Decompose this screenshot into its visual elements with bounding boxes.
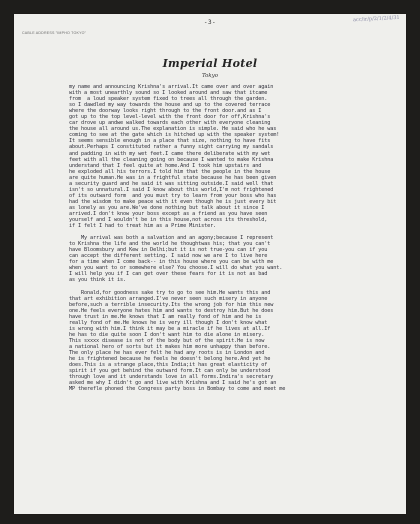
hotel-letterhead-city: Tokyo [202,73,218,79]
text-line: asked me why I didn't go and live with Krishna and I said he's got an [69,380,277,387]
text-line: he is frightened because he feels he doesn't belong here.And yet he [69,356,271,363]
text-line: understand that I feel quite at home.And I took him upstairs and [69,162,262,169]
text-line: he exploded all his terrors.I told him that the people in the house [69,168,271,175]
text-line: can accept the different setting. I said now we are I to live here [69,253,268,260]
text-line: from a loud speaker system fixed to trees all through the garden. [69,96,268,103]
handwritten-reference: acc/ir/p/2/1/2/4/31 [353,14,401,24]
text-line: have Bloomsbury and Kew in Delhi;but it is not true-you can if you [69,247,268,254]
letter-paragraph [69,84,406,229]
text-line: as you think it is. [69,277,127,284]
text-line: that art exhibition arranged.I've never seen such misery in anyone [69,295,268,302]
text-line: with a most unearthly sound so I looked around and saw that itcame [69,90,268,97]
page-number: -3- [203,19,217,26]
text-line: of its outward form and you must try to learn from your boss who has [69,192,277,199]
text-line: arrived.I don't know your boss except as a friend as you have seen [69,210,268,217]
text-line: does.This is a strange place,this India;it has great elasticity of [69,362,268,369]
text-line: It seems sensible enough in a place that size, nothing to have fits [69,138,271,145]
text-line: before,such a terrible insecurity.Its the wrong job for him this new [69,301,274,308]
text-line: got up to the top level-level with the front door for off,Krishna's [69,114,271,121]
text-line: isn't so unnatural.I said I know about this world,I'm not frightened [69,186,274,193]
letter-paragraph [69,235,406,283]
text-line: if I felt I had to treat him as a Prime Minister. [69,223,217,230]
text-line: have trust in me.He knows that I am really fond of him and he is [69,313,262,320]
letter-paragraph [69,290,406,393]
text-line: for a time when I come back-- in this house where you can be with me [69,259,274,266]
text-line: a national hero of sorts but it makes him more unhappy than before. [69,343,271,350]
text-line: feet with all the cleaning going on because I wanted to make Krishna [69,156,274,163]
text-line: through love and it understands love in all forms.Indira's secretary [69,374,274,381]
text-line: car drove up andwe walked towards each other with everyone cleaning [69,120,271,127]
text-line: This sxxxx disease is not of the body but of the spirit.He is now [69,337,265,344]
text-line: really fond of me.He knows he is very ill though I don't know what [69,319,268,326]
text-line: as lonely as you are.We've done nothing but talk about it since I [69,204,265,211]
text-line: the house all around us.The explanation is simple. He said who he was [69,126,277,133]
letter-page [14,14,406,514]
text-line: a security guard and he said it was sitting outside.I said well that [69,180,274,187]
text-line: MP therefle phoned the Congress party boss in Bombay to come and meet me [69,386,286,393]
text-line: had the wisdom to make peace with it even though he is just every bit [69,198,277,205]
text-line: are quite human.He was in a frightful state because he has been given [69,174,277,181]
text-line: where the doorway looks right through to the front door.and as I [69,108,262,115]
text-line: I will help you if I can get over these fears for it is not as bad [69,271,268,278]
text-line: coming to see at the gate which is hitched up with the speaker system! [69,132,280,139]
text-line: Ronald,for goodness sake try to go to see him.He wants this and [69,289,271,296]
text-line: to Krishna the life and the world he thoughtwas his; that you can't [69,241,271,248]
hotel-letterhead-name: Imperial Hotel [162,57,258,70]
text-line: My arrival was both a salvation and an agony;because I represent [69,235,274,242]
text-line: my name and announcing Krishna's arrival.It came over and over again [69,84,274,90]
text-line: one.He feels everyone hates him and wants to destroy him.But he does [69,307,274,314]
text-line: spirit if you get behind the outward form.It can only be understood [69,368,271,375]
text-line: when you want to or somewhere else? You choose.I will do what you want. [69,265,283,272]
text-line: so I dawdled my way towards the house and up to the covered terrace [69,102,271,109]
cable-address: CABLE ADDRESS "IMPHO TOKYO" [22,31,87,35]
text-line: about.Perhaps I constituted rather a funny sight carrying my sandals [69,144,274,151]
text-line: is wrong with him.I think it may be a miracle if he lives at all.If [69,325,271,332]
text-line: and padding in with my wet feet.I came there deliberate with my wet [69,150,271,157]
letter-body [69,84,406,392]
text-line: The only place he has ever felt he had any roots is in London and [69,349,265,356]
text-line: yourself and I wouldn't be in this house,not across its threshold, [69,217,268,224]
text-line: he has to die quite soon I don't want him to die alone in misery. [69,331,265,338]
